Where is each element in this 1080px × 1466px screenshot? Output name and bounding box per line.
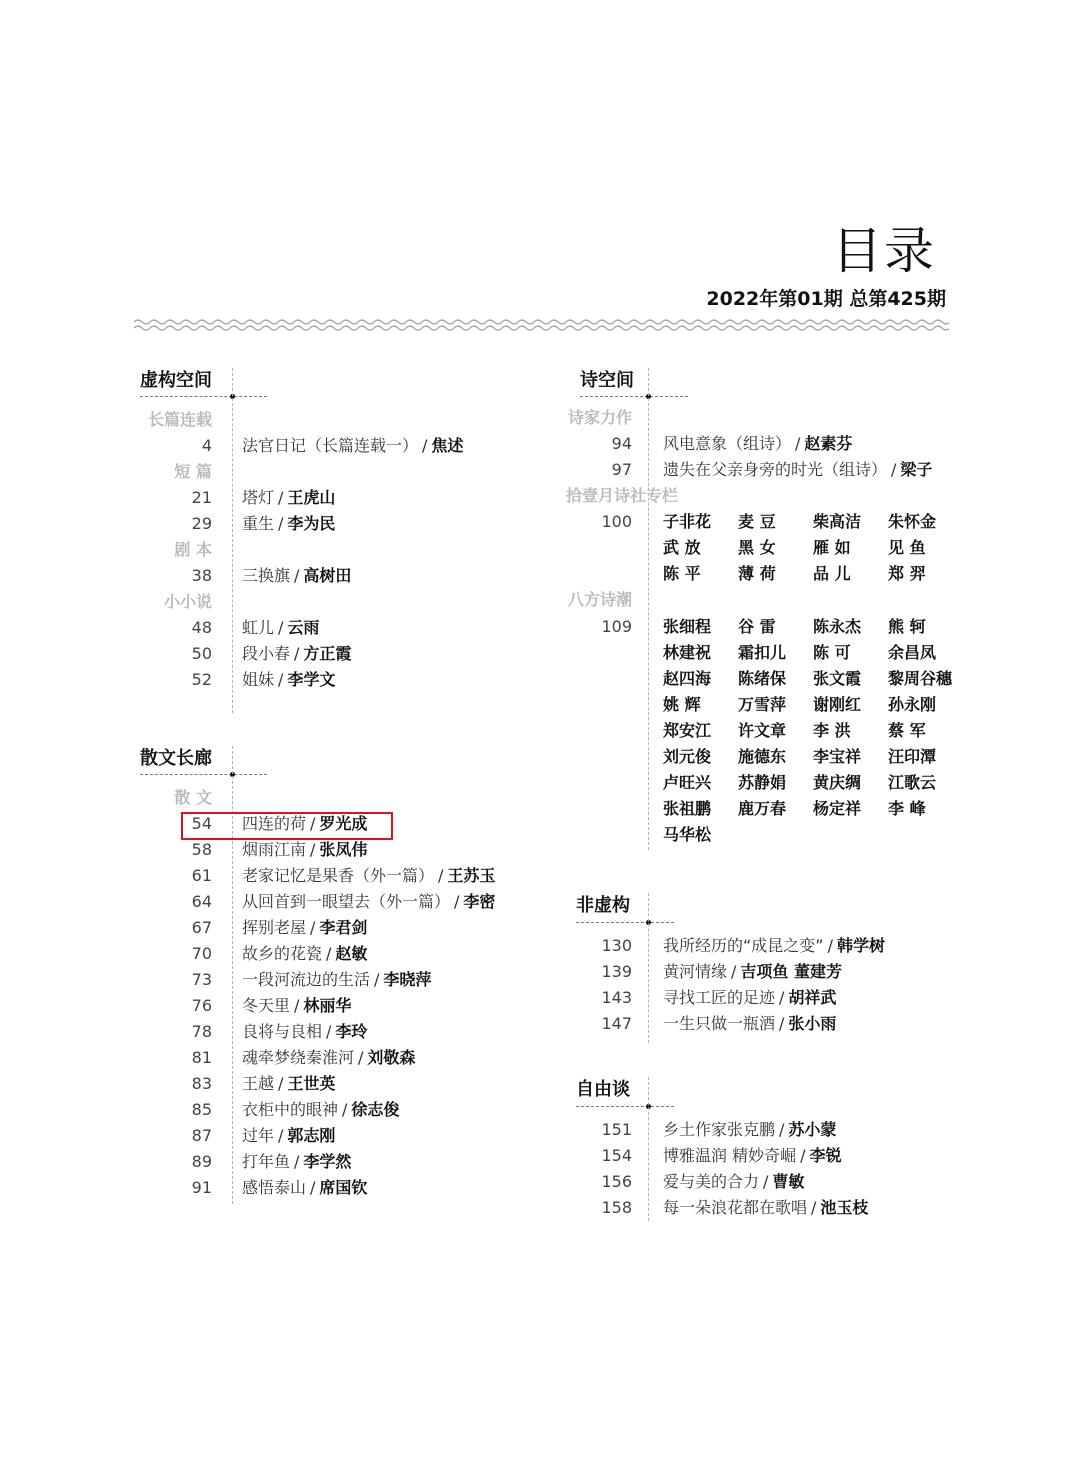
toc-entry[interactable]: 38 三换旗 / 高树田 bbox=[191, 566, 352, 585]
toc-entry[interactable]: 154 博雅温润 精妙奇崛 / 李锐 bbox=[601, 1146, 842, 1165]
page-title: 目录 bbox=[832, 222, 936, 280]
subsection-featured-poets: 诗家力作 bbox=[567, 408, 632, 427]
poet-name: 薄 荷 bbox=[738, 564, 776, 583]
poet-name: 朱怀金 bbox=[888, 512, 937, 531]
poet-name: 郑安江 bbox=[663, 721, 712, 740]
poet-name: 黄庆绸 bbox=[813, 773, 862, 792]
poet-name: 熊 轲 bbox=[888, 617, 926, 636]
toc-entry[interactable]: 147 一生只做一瓶酒 / 张小雨 bbox=[601, 1014, 837, 1033]
poet-name: 李 洪 bbox=[813, 721, 851, 740]
poet-name: 品 儿 bbox=[813, 564, 851, 583]
poet-name: 柴高洁 bbox=[813, 512, 862, 531]
poet-name: 施德东 bbox=[738, 747, 787, 766]
poet-name: 鹿万春 bbox=[738, 799, 787, 818]
issue-number: 2022年第01期 总第425期 bbox=[706, 288, 946, 310]
toc-entry[interactable]: 21 塔灯 / 王虎山 bbox=[191, 488, 336, 507]
poet-name: 卢旺兴 bbox=[663, 773, 712, 792]
poet-name: 苏静娟 bbox=[738, 773, 787, 792]
poet-name: 李 峰 bbox=[888, 799, 926, 818]
toc-entry[interactable]: 143 寻找工匠的足迹 / 胡祥武 bbox=[601, 988, 837, 1007]
toc-entry[interactable]: 73 一段河流边的生活 / 李晓萍 bbox=[191, 970, 432, 989]
poet-list bbox=[663, 509, 963, 587]
poet-name: 雁 如 bbox=[813, 538, 851, 557]
toc-entry[interactable]: 78 良将与良相 / 李玲 bbox=[191, 1022, 368, 1041]
poet-name: 谢刚红 bbox=[813, 695, 862, 714]
section-underline bbox=[580, 396, 688, 397]
poet-list bbox=[663, 614, 963, 848]
toc-entry[interactable]: 151 乡土作家张克鹏 / 苏小蒙 bbox=[601, 1120, 837, 1139]
poet-name: 赵四海 bbox=[663, 669, 712, 688]
toc-entry[interactable]: 85 衣柜中的眼神 / 徐志俊 bbox=[191, 1100, 400, 1119]
poet-name: 孙永刚 bbox=[888, 695, 937, 714]
poet-name: 林建祝 bbox=[663, 643, 712, 662]
subsection-serial: 长篇连载 bbox=[147, 410, 212, 429]
toc-entry[interactable]: 156 爱与美的合力 / 曹敏 bbox=[601, 1172, 805, 1191]
decorative-wave-divider bbox=[134, 318, 949, 332]
toc-entry[interactable]: 48 虹儿 / 云雨 bbox=[191, 618, 320, 637]
toc-entry[interactable]: 4 法官日记（长篇连载一） / 焦述 bbox=[201, 436, 464, 455]
poet-name: 武 放 bbox=[663, 538, 701, 557]
poet-name: 汪印潭 bbox=[888, 747, 937, 766]
poet-name: 万雪萍 bbox=[738, 695, 787, 714]
poet-name: 谷 雷 bbox=[738, 617, 776, 636]
poet-name: 许文章 bbox=[738, 721, 787, 740]
toc-entry[interactable]: 89 打年鱼 / 李学然 bbox=[191, 1152, 352, 1171]
section-title-poetry: 诗空间 bbox=[580, 370, 634, 391]
poet-name: 李宝祥 bbox=[813, 747, 862, 766]
toc-entry[interactable]: 52 姐妹 / 李学文 bbox=[191, 670, 336, 689]
poet-name: 杨定祥 bbox=[813, 799, 862, 818]
section-title-fiction: 虚构空间 bbox=[140, 370, 212, 391]
poet-name: 陈永杰 bbox=[813, 617, 862, 636]
poet-name: 见 鱼 bbox=[888, 538, 926, 557]
toc-entry[interactable]: 61 老家记忆是果香（外一篇） / 王苏玉 bbox=[191, 866, 496, 885]
toc-entry[interactable]: 97 遗失在父亲身旁的时光（组诗） / 梁子 bbox=[611, 460, 933, 479]
toc-entry[interactable]: 67 挥别老屋 / 李君剑 bbox=[191, 918, 368, 937]
poet-name: 麦 豆 bbox=[738, 512, 776, 531]
section-underline bbox=[140, 774, 267, 775]
section-underline bbox=[576, 1106, 674, 1107]
poet-name: 张细程 bbox=[663, 617, 712, 636]
poet-name: 黎周谷穗 bbox=[888, 669, 953, 688]
poet-name: 蔡 军 bbox=[888, 721, 926, 740]
toc-entry[interactable]: 81 魂牵梦绕秦淮河 / 刘敬森 bbox=[191, 1048, 416, 1067]
poet-name: 张祖鹏 bbox=[663, 799, 712, 818]
section-title-free-talk: 自由谈 bbox=[576, 1079, 630, 1100]
toc-entry[interactable]: 158 每一朵浪花都在歌唱 / 池玉枝 bbox=[601, 1198, 869, 1217]
toc-entry[interactable]: 83 王越 / 王世英 bbox=[191, 1074, 336, 1093]
poet-name: 黑 女 bbox=[738, 538, 776, 557]
toc-entry[interactable]: 76 冬天里 / 林丽华 bbox=[191, 996, 352, 1015]
toc-entry[interactable]: 87 过年 / 郭志刚 bbox=[191, 1126, 336, 1145]
toc-entry[interactable]: 139 黄河情缘 / 吉项鱼 董建芳 bbox=[601, 962, 842, 981]
section-title-nonfiction: 非虚构 bbox=[576, 895, 630, 916]
toc-entry[interactable]: 29 重生 / 李为民 bbox=[191, 514, 336, 533]
toc-entry[interactable]: 70 故乡的花瓷 / 赵敏 bbox=[191, 944, 368, 963]
toc-entry[interactable]: 58 烟雨江南 / 张凤伟 bbox=[191, 840, 368, 859]
poet-name: 姚 辉 bbox=[663, 695, 701, 714]
subsection-poetry-tide: 八方诗潮 bbox=[567, 590, 632, 609]
section-underline bbox=[576, 922, 674, 923]
poet-name: 陈 可 bbox=[813, 643, 851, 662]
toc-entry[interactable]: 130 我所经历的“成昆之变” / 韩学树 bbox=[601, 936, 885, 955]
toc-entry[interactable]: 91 感悟泰山 / 席国钦 bbox=[191, 1178, 368, 1197]
poet-name: 陈 平 bbox=[663, 564, 701, 583]
poet-name: 刘元俊 bbox=[663, 747, 712, 766]
section-underline bbox=[140, 396, 267, 397]
poet-name: 江歌云 bbox=[888, 773, 937, 792]
subsection-poetry-club-column: 拾壹月诗社专栏 bbox=[566, 486, 679, 505]
poet-name: 郑 羿 bbox=[888, 564, 926, 583]
poet-group-page: 109 bbox=[601, 617, 632, 636]
subsection-prose: 散 文 bbox=[174, 788, 212, 807]
subsection-short-story: 短 篇 bbox=[174, 462, 212, 481]
poet-name: 张文霞 bbox=[813, 669, 862, 688]
section-title-prose: 散文长廊 bbox=[140, 748, 212, 769]
poet-name: 霜扣儿 bbox=[738, 643, 787, 662]
poet-name: 子非花 bbox=[663, 512, 712, 531]
poet-name: 陈绪保 bbox=[738, 669, 787, 688]
subsection-script: 剧 本 bbox=[174, 540, 212, 559]
toc-entry[interactable]: 50 段小春 / 方正霞 bbox=[191, 644, 352, 663]
subsection-flash-fiction: 小小说 bbox=[163, 592, 212, 611]
poet-name: 余昌凤 bbox=[888, 643, 937, 662]
toc-entry[interactable]: 64 从回首到一眼望去（外一篇） / 李密 bbox=[191, 892, 496, 911]
highlight-box bbox=[181, 812, 393, 840]
toc-entry[interactable]: 94 风电意象（组诗） / 赵素芬 bbox=[611, 434, 853, 453]
toc-entry-highlighted[interactable]: 54 四连的荷 / 罗光成 bbox=[191, 814, 368, 833]
poet-name: 马华松 bbox=[663, 825, 712, 844]
poet-group-page: 100 bbox=[601, 512, 632, 531]
